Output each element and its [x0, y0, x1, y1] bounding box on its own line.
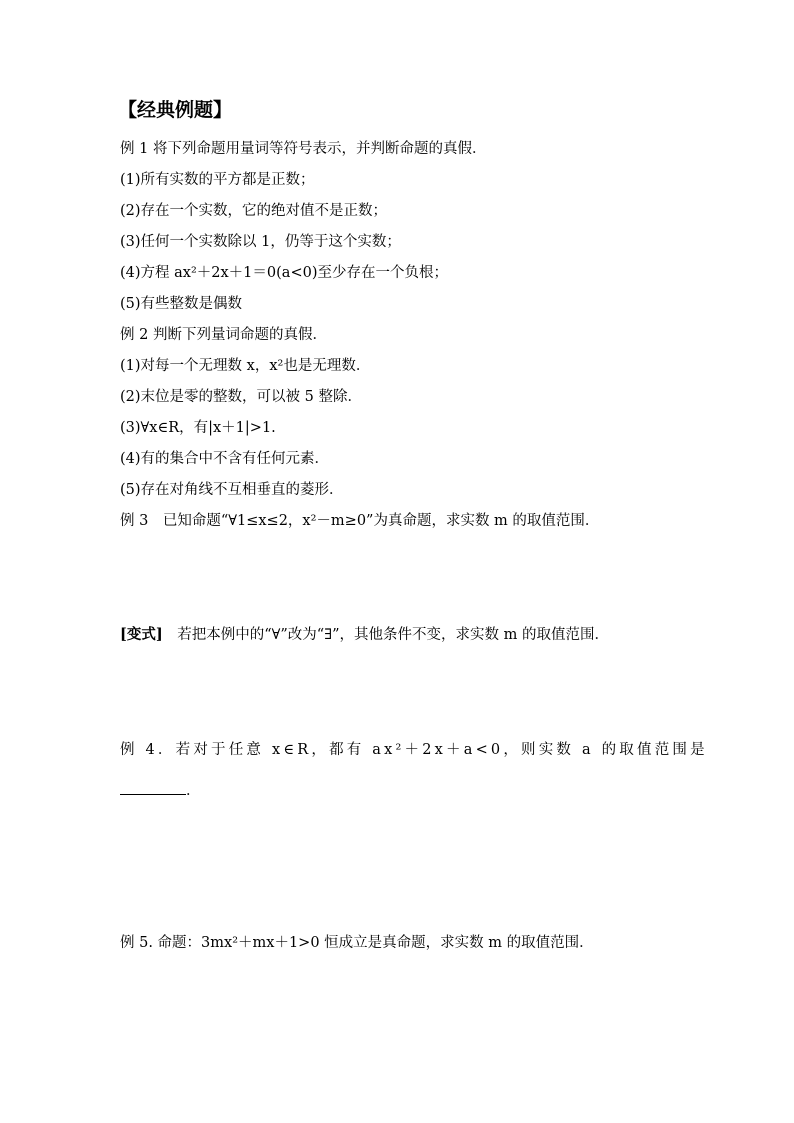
example-1-item-4: (4)方程 ax²＋2x＋1＝0(a<0)至少存在一个负根；: [120, 265, 448, 281]
example-1-title: 例 1 将下列命题用量词等符号表示，并判断命题的真假．: [120, 141, 487, 157]
example-2-item-1: (1)对每一个无理数 x，x²也是无理数．: [120, 358, 371, 374]
example-4-answer-line: [120, 780, 201, 801]
example-2-title: 例 2 判断下列量词命题的真假．: [120, 327, 327, 343]
section-heading: 【经典例题】: [118, 99, 233, 121]
example-2-item-5: (5)存在对角线不互相垂直的菱形．: [120, 482, 344, 498]
example-1-item-2: (2)存在一个实数，它的绝对值不是正数；: [120, 203, 388, 219]
variant-label: [变式]: [120, 626, 163, 643]
example-5-text: 例 5. 命题：3mx²＋mx＋1>0 恒成立是真命题，求实数 m 的取值范围．: [120, 935, 594, 951]
example-1-item-3: (3)任何一个实数除以 1，仍等于这个实数；: [120, 234, 401, 250]
example-2-item-4: (4)有的集合中不含有任何元素．: [120, 451, 330, 467]
example-2-item-2: (2)末位是零的整数，可以被 5 整除．: [120, 389, 362, 405]
variant-text: 若把本例中的“∀”改为“∃”，其他条件不变，求实数 m 的取值范围．: [162, 627, 609, 643]
example-1-item-5: (5)有些整数是偶数: [120, 296, 243, 312]
example-4-tail: ．: [186, 783, 201, 799]
answer-blank: [120, 780, 186, 795]
example-1-item-1: (1)所有实数的平方都是正数；: [120, 172, 315, 188]
example-4-text: 例 4．若对于任意 x∈R，都有 ax²＋2x＋a<0，则实数 a 的取值范围是: [120, 742, 708, 758]
example-2-item-3: (3)∀x∈R，有|x＋1|>1.: [120, 420, 276, 436]
variant-line: [120, 625, 609, 645]
example-3-text: 例 3 已知命题“∀1≤x≤2，x²－m≥0”为真命题，求实数 m 的取值范围．: [120, 513, 600, 529]
